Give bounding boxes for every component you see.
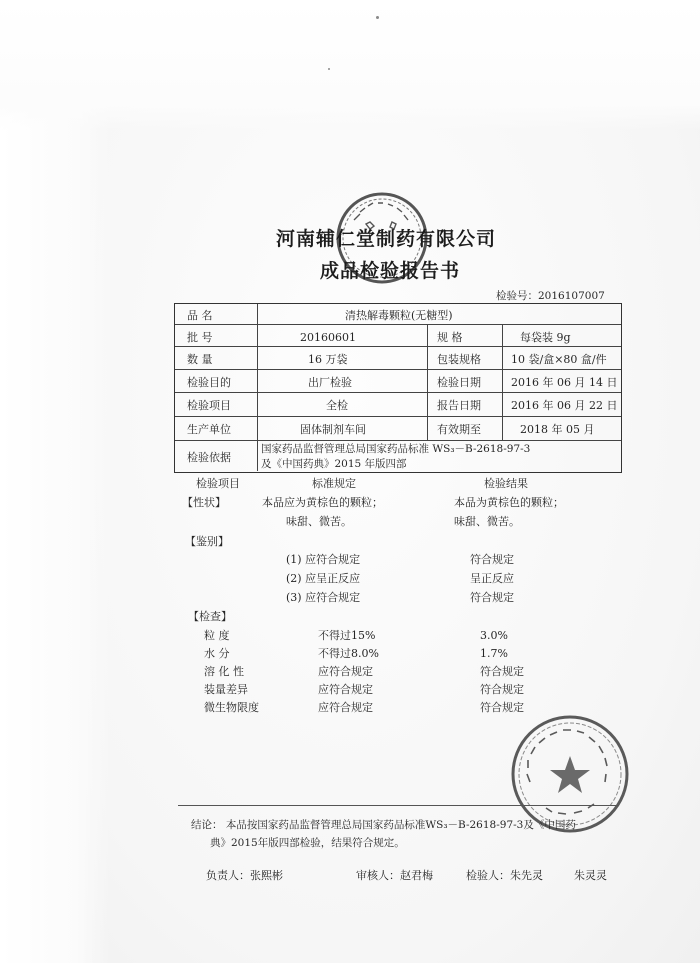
identification-result-2: 呈正反应	[470, 572, 514, 585]
conclusion-line-2: 典》2015年版四部检验，结果符合规定。	[210, 837, 405, 849]
company-name: 河南辅仁堂制药有限公司	[276, 228, 497, 250]
conclusion-line-1: 结论： 本品按国家药品监督管理总局国家药品标准WS₃－B-2618-97-3及《中国药	[191, 819, 576, 831]
identification-standard-1: (1) 应符合规定	[286, 553, 361, 566]
test-date-label: 检验日期	[437, 376, 481, 389]
check-name: 装量差异	[204, 683, 248, 696]
product-name-label: 品 名	[187, 309, 213, 322]
check-result: 3.0%	[480, 629, 508, 642]
check-standard: 不得过8.0%	[318, 647, 379, 660]
reviewer: 审核人：赵君梅	[356, 869, 433, 882]
check-name: 微生物限度	[204, 701, 259, 714]
report-number: 检验号：2016107007	[496, 290, 605, 302]
basis-line-2: 及《中国药典》2015 年版四部	[261, 458, 407, 470]
batch-value: 20160601	[300, 331, 356, 344]
test-date-value: 2016 年 06 月 14 日	[511, 376, 618, 389]
production-unit-label: 生产单位	[187, 423, 231, 436]
identification-standard-3: (3) 应符合规定	[286, 591, 361, 604]
packing-value: 10 袋/盒×80 盒/件	[511, 353, 607, 366]
report-title: 成品检验报告书	[320, 260, 461, 282]
identification-heading: 【鉴别】	[185, 535, 229, 548]
quantity-value: 16 万袋	[308, 353, 348, 366]
appearance-heading: 【性状】	[182, 496, 226, 509]
check-standard: 应符合规定	[318, 665, 373, 678]
check-standard: 不得过15%	[318, 629, 376, 642]
check-result: 符合规定	[480, 683, 524, 696]
test-item-value: 全检	[326, 399, 348, 412]
conclusion-divider	[178, 805, 618, 806]
production-unit-value: 固体制剂车间	[300, 423, 366, 436]
quantity-label: 数 量	[187, 353, 213, 366]
scan-speck	[376, 16, 379, 19]
scan-edge-left	[0, 0, 110, 963]
check-result: 1.7%	[480, 647, 508, 660]
column-item: 检验项目	[196, 477, 240, 490]
report-date-label: 报告日期	[437, 399, 481, 412]
check-standard: 应符合规定	[318, 683, 373, 696]
info-table	[174, 303, 622, 473]
check-name: 溶 化 性	[204, 665, 244, 678]
check-standard: 应符合规定	[318, 701, 373, 714]
column-standard: 标准规定	[312, 477, 356, 490]
batch-label: 批 号	[187, 331, 213, 344]
scan-edge-top	[0, 0, 700, 130]
check-heading: 【检查】	[188, 610, 232, 623]
identification-result-3: 符合规定	[470, 591, 514, 604]
appearance-standard-line-2: 味甜、微苦。	[286, 515, 352, 528]
spec-value: 每袋装 9g	[520, 331, 571, 344]
inspection-seal-bottom	[508, 712, 632, 836]
purpose-value: 出厂检验	[308, 376, 352, 389]
inspector-signature: 朱灵灵	[574, 869, 607, 882]
packing-label: 包装规格	[437, 353, 481, 366]
column-result: 检验结果	[484, 477, 528, 490]
check-name: 水 分	[204, 647, 230, 660]
identification-result-1: 符合规定	[470, 553, 514, 566]
check-result: 符合规定	[480, 665, 524, 678]
identification-standard-2: (2) 应呈正反应	[286, 572, 361, 585]
purpose-label: 检验目的	[187, 376, 231, 389]
basis-label: 检验依据	[187, 451, 231, 464]
scan-speck	[328, 68, 330, 70]
product-name-value: 清热解毒颗粒(无糖型)	[345, 309, 453, 322]
expiry-value: 2018 年 05 月	[520, 423, 595, 436]
check-result: 符合规定	[480, 701, 524, 714]
appearance-standard-line-1: 本品应为黄棕色的颗粒；	[262, 496, 383, 509]
inspector: 检验人：朱先灵	[466, 869, 543, 882]
spec-label: 规 格	[437, 331, 463, 344]
test-item-label: 检验项目	[187, 399, 231, 412]
appearance-result-line-1: 本品为黄棕色的颗粒；	[454, 496, 564, 509]
basis-line-1: 国家药品监督管理总局国家药品标准 WS₃－B-2618-97-3	[261, 443, 531, 455]
check-name: 粒 度	[204, 629, 230, 642]
appearance-result-line-2: 味甜、微苦。	[454, 515, 520, 528]
report-date-value: 2016 年 06 月 22 日	[511, 399, 618, 412]
responsible-person: 负责人：张熙彬	[206, 869, 283, 882]
expiry-label: 有效期至	[437, 423, 481, 436]
